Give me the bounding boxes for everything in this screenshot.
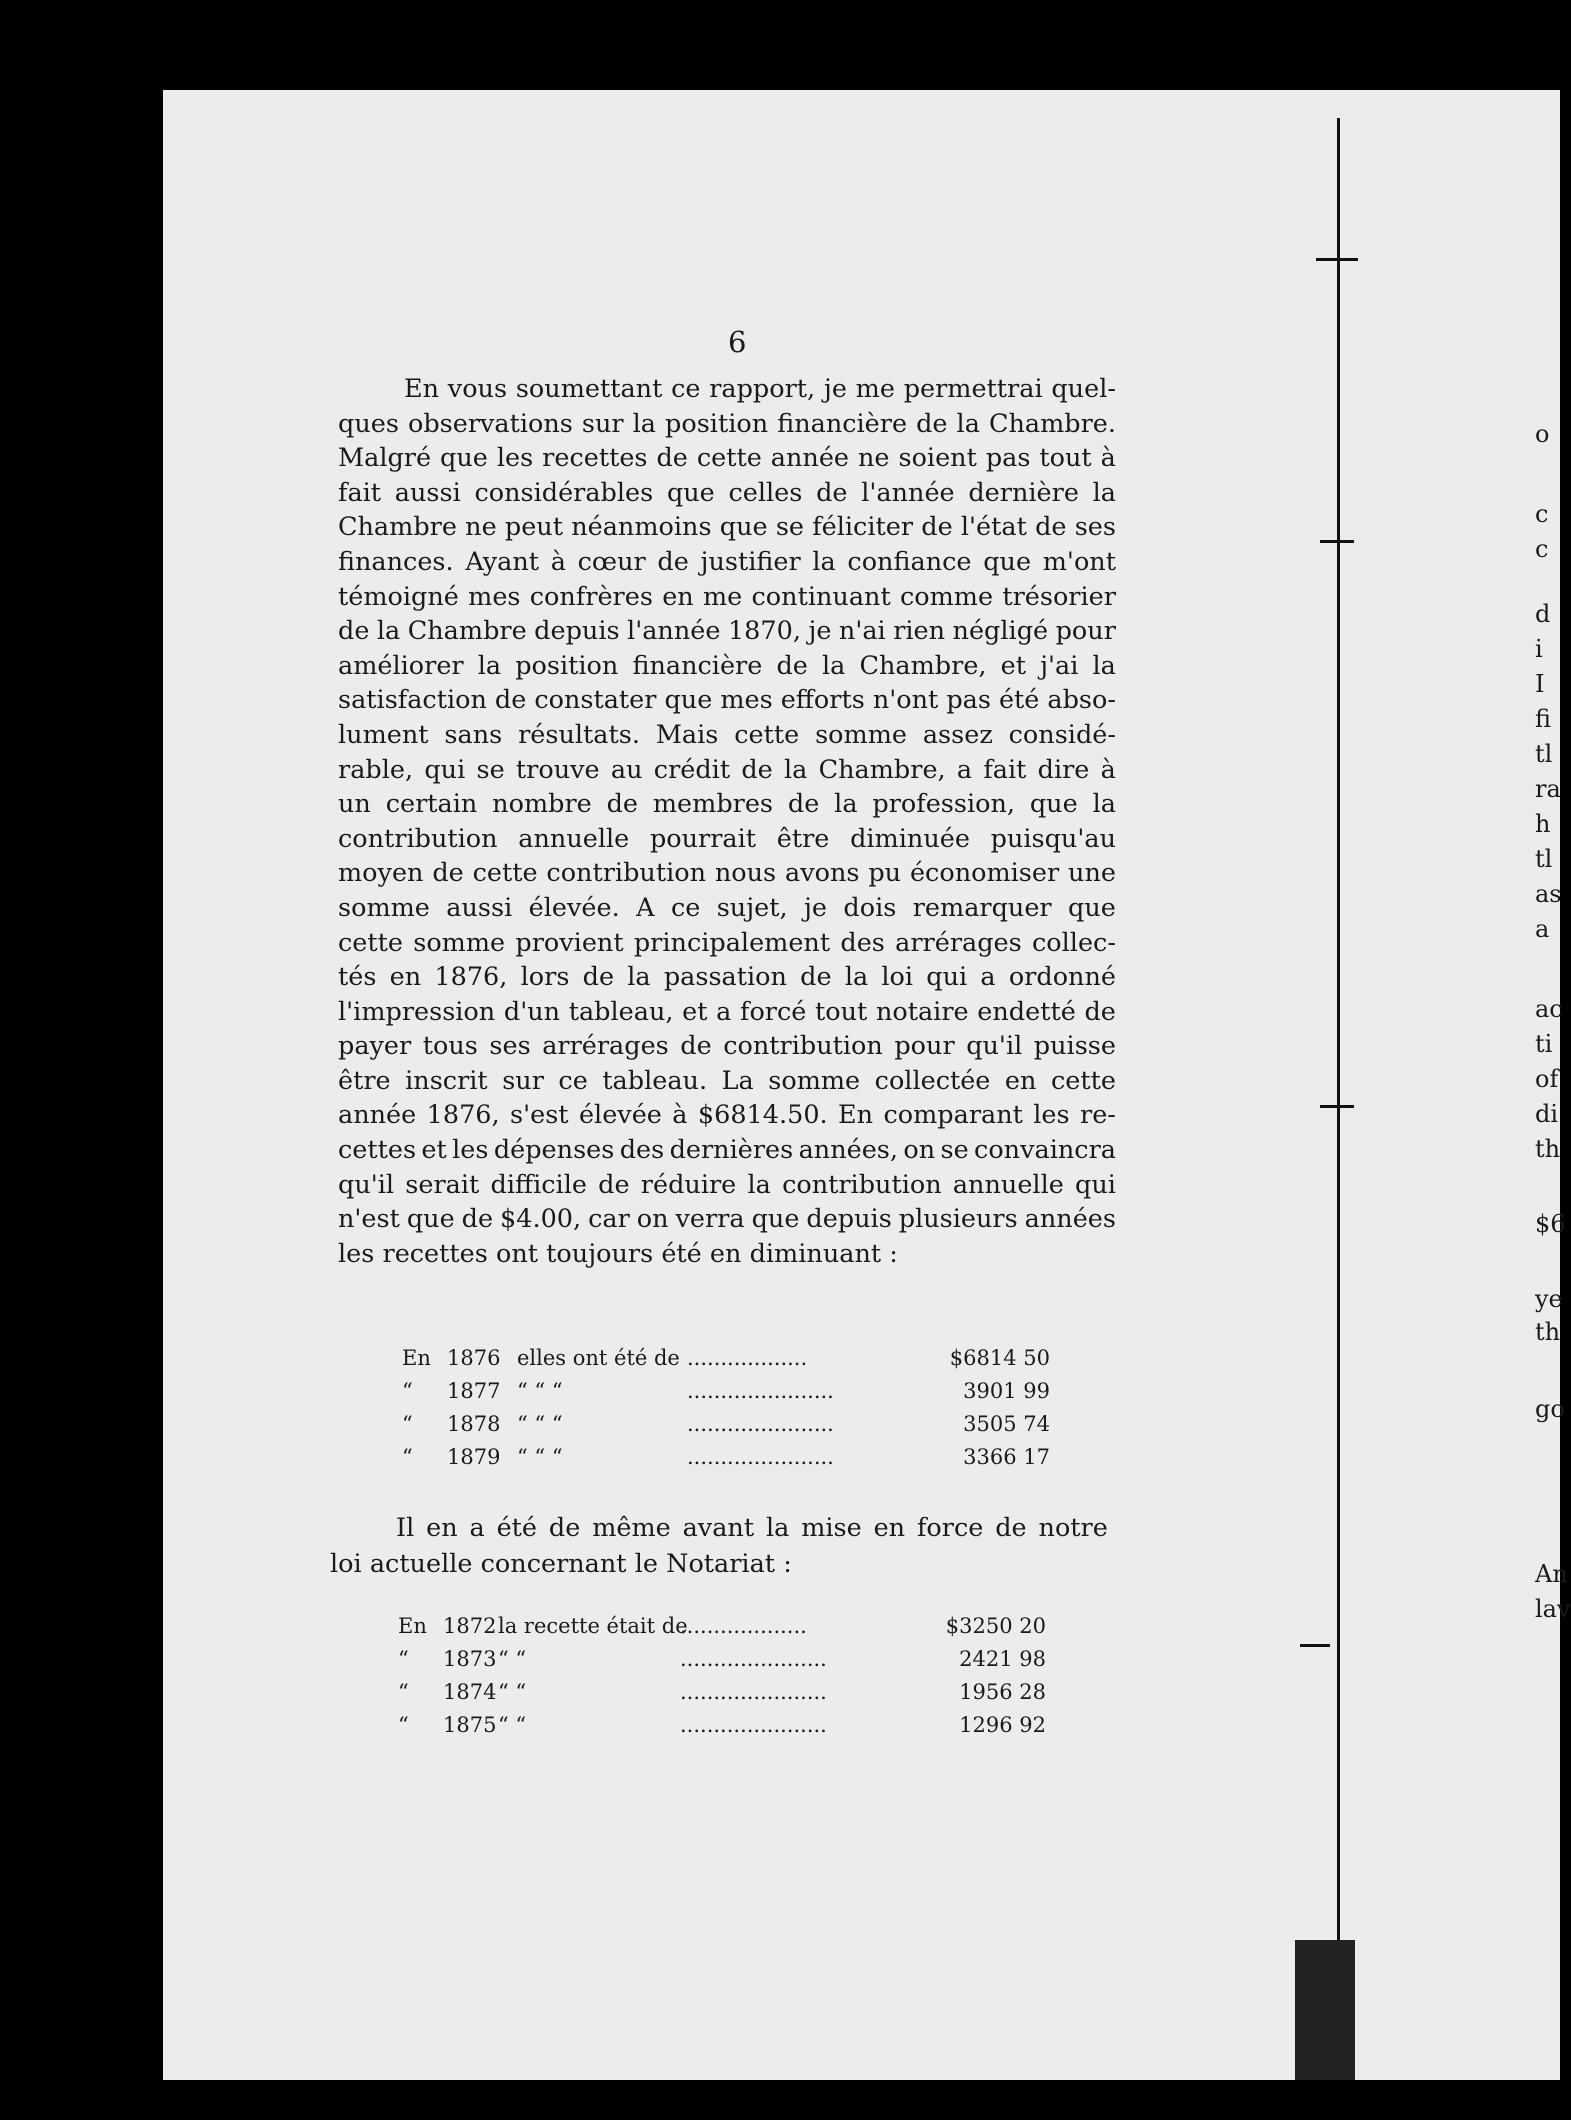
row-amount: 3901 99 <box>963 1379 1050 1403</box>
row-label: “ “ “ <box>517 1412 563 1436</box>
row-prefix: “ <box>402 1412 413 1436</box>
row-prefix: “ <box>398 1713 409 1737</box>
row-year: 1878 <box>447 1412 501 1436</box>
text-line: améliorer la position financière de la Chambre, et j'ai la <box>338 650 1116 681</box>
page-number: 6 <box>728 325 747 359</box>
row-leader: ...................... <box>687 1379 834 1403</box>
gutter-tick-mark <box>1320 540 1354 543</box>
gutter-tick-mark <box>1316 258 1358 261</box>
row-year: 1872 <box>443 1614 497 1638</box>
body-paragraph-2 <box>330 1510 1108 1582</box>
text-line: être inscrit sur ce tableau. La somme collectée en cette <box>338 1065 1116 1096</box>
row-amount: $3250 20 <box>945 1614 1046 1638</box>
text-line: satisfaction de constater que mes efforts n'ont pas été abso- <box>338 685 1116 716</box>
text-line: lument sans résultats. Mais cette somme assez considé- <box>338 719 1116 750</box>
text-line: tés en 1876, lors de la passation de la loi qui a ordonné <box>338 962 1116 993</box>
text-line: témoigné mes confrères en me continuant comme trésorier <box>338 581 1116 612</box>
row-amount: 3505 74 <box>963 1412 1050 1436</box>
text-line: cettes et les dépenses des dernières années, on se convaincra <box>338 1135 1116 1166</box>
fragment-text: ye <box>1535 1285 1563 1313</box>
receipts-table-1872-1875 <box>398 1614 1046 1746</box>
table-row <box>398 1647 1046 1680</box>
text-line: finances. Ayant à cœur de justifier la confiance que m'ont <box>338 546 1116 577</box>
row-prefix: “ <box>402 1379 413 1403</box>
table-row <box>402 1412 1050 1445</box>
row-amount: 1296 92 <box>959 1713 1046 1737</box>
text-line: cette somme provient principalement des arrérages collec- <box>338 927 1116 958</box>
row-amount: 3366 17 <box>963 1445 1050 1469</box>
fragment-text: An <box>1535 1560 1568 1588</box>
text-line: payer tous ses arrérages de contribution pour qu'il puisse <box>338 1031 1116 1062</box>
text-line: fait aussi considérables que celles de l'année dernière la <box>338 477 1116 508</box>
text-line: rable, qui se trouve au crédit de la Chambre, a fait dire à <box>338 754 1116 785</box>
row-label: “ “ <box>498 1713 527 1737</box>
text-line: les recettes ont toujours été en diminuant : <box>338 1238 898 1269</box>
fragment-text: di <box>1535 1100 1559 1128</box>
row-year: 1879 <box>447 1445 501 1469</box>
fragment-text: lav <box>1535 1595 1571 1623</box>
row-prefix: “ <box>398 1647 409 1671</box>
text-line: un certain nombre de membres de la profession, que la <box>338 789 1116 820</box>
row-label: “ “ <box>498 1647 527 1671</box>
text-line: année 1876, s'est élevée à $6814.50. En comparant les re- <box>338 1100 1116 1131</box>
row-label: elles ont été de <box>517 1346 680 1370</box>
text-line: contribution annuelle pourrait être diminuée puisqu'au <box>338 823 1116 854</box>
fragment-text: ti <box>1535 1030 1553 1058</box>
text-line: l'impression d'un tableau, et a forcé tout notaire endetté de <box>338 996 1116 1027</box>
fragment-text: h <box>1535 810 1551 838</box>
table-row <box>398 1713 1046 1746</box>
text-line: En vous soumettant ce rapport, je me permettrai quel- <box>404 374 1116 404</box>
fragment-text: as <box>1535 880 1562 908</box>
fragment-text: th <box>1535 1318 1561 1346</box>
table-row <box>402 1346 1050 1379</box>
page-gutter-line <box>1337 118 1340 2080</box>
row-prefix: En <box>398 1614 427 1638</box>
row-prefix: En <box>402 1346 431 1370</box>
fragment-text: go <box>1535 1395 1565 1423</box>
row-prefix: “ <box>402 1445 413 1469</box>
text-line: Il en a été de même avant la mise en force de notre <box>396 1513 1108 1543</box>
text-line: Chambre ne peut néanmoins que se féliciter de l'état de ses <box>338 512 1116 543</box>
gutter-tick-mark <box>1320 1105 1354 1108</box>
fragment-text: tl <box>1535 845 1553 873</box>
row-amount: 1956 28 <box>959 1680 1046 1704</box>
fragment-text: ra <box>1535 775 1561 803</box>
fragment-text: of <box>1535 1065 1559 1093</box>
table-row <box>398 1614 1046 1647</box>
row-year: 1877 <box>447 1379 501 1403</box>
row-year: 1874 <box>443 1680 497 1704</box>
table-row <box>402 1379 1050 1412</box>
text-line: moyen de cette contribution nous avons pu économiser une <box>338 858 1116 889</box>
row-label: la recette était de <box>498 1614 688 1638</box>
row-label: “ “ “ <box>517 1379 563 1403</box>
row-leader: .................. <box>687 1346 808 1370</box>
text-line: ques observations sur la position financière de la Chambre. <box>338 408 1116 439</box>
fragment-text: th <box>1535 1135 1561 1163</box>
row-year: 1875 <box>443 1713 497 1737</box>
fragment-text: c <box>1535 535 1549 563</box>
table-row <box>398 1680 1046 1713</box>
fragment-text: ac <box>1535 995 1563 1023</box>
text-line: loi actuelle concernant le Notariat : <box>330 1549 792 1579</box>
row-leader: ...................... <box>687 1445 834 1469</box>
fragment-text: tl <box>1535 740 1553 768</box>
row-leader: ...................... <box>680 1647 827 1671</box>
fragment-text: d <box>1535 600 1551 628</box>
fragment-text: I <box>1535 670 1545 698</box>
row-label: “ “ “ <box>517 1445 563 1469</box>
row-amount: $6814 50 <box>949 1346 1050 1370</box>
page-fold-shadow <box>1295 1940 1355 2080</box>
text-line: somme aussi élevée. A ce sujet, je dois remarquer que <box>338 892 1116 923</box>
body-paragraph <box>338 372 1116 1271</box>
row-amount: 2421 98 <box>959 1647 1046 1671</box>
row-leader: ................... <box>680 1614 807 1638</box>
fragment-text: i <box>1535 635 1543 663</box>
text-line: Malgré que les recettes de cette année ne soient pas tout à <box>338 443 1116 474</box>
fragment-text: fi <box>1535 705 1552 733</box>
fragment-text: $6 <box>1535 1210 1566 1238</box>
fragment-text: c <box>1535 500 1549 528</box>
text-line: qu'il serait difficile de réduire la contribution annuelle qui <box>338 1169 1116 1200</box>
row-label: “ “ <box>498 1680 527 1704</box>
row-leader: ...................... <box>680 1680 827 1704</box>
row-year: 1873 <box>443 1647 497 1671</box>
row-leader: ...................... <box>680 1713 827 1737</box>
row-year: 1876 <box>447 1346 501 1370</box>
text-line: n'est que de $4.00, car on verra que depuis plusieurs années <box>338 1204 1116 1235</box>
fragment-text: a <box>1535 915 1550 943</box>
receipts-table-1876-1879 <box>402 1346 1050 1478</box>
row-leader: ...................... <box>687 1412 834 1436</box>
fragment-text: o <box>1535 420 1550 448</box>
table-row <box>402 1445 1050 1478</box>
gutter-tick-mark <box>1300 1644 1330 1647</box>
row-prefix: “ <box>398 1680 409 1704</box>
text-line: de la Chambre depuis l'année 1870, je n'ai rien négligé pour <box>338 616 1116 647</box>
